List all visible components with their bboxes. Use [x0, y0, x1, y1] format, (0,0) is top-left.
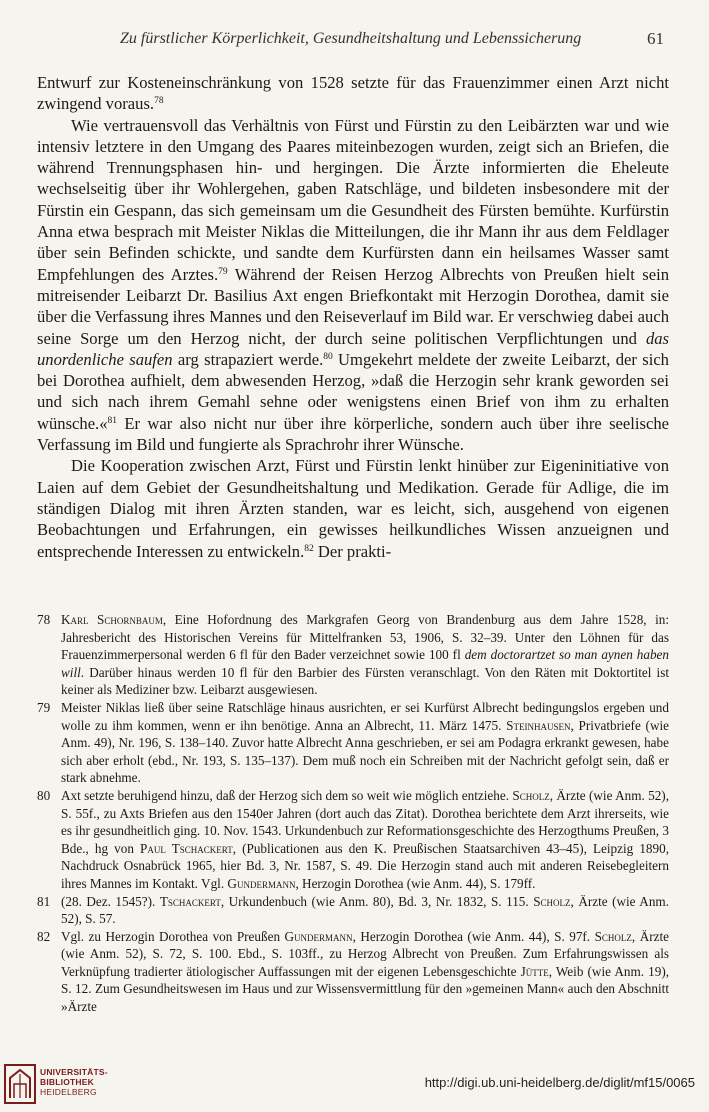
library-name: UNIVERSITÄTS- BIBLIOTHEK HEIDELBERG: [40, 1067, 108, 1097]
footnote-ref-79[interactable]: 79: [218, 266, 228, 277]
footnote-number: 81: [37, 893, 51, 909]
page-number: 61: [647, 29, 664, 48]
footnote-ref-80[interactable]: 80: [323, 351, 333, 362]
footnote-number: 80: [37, 787, 51, 803]
footnote-number: 79: [37, 699, 51, 715]
paragraph-3: Die Kooperation zwischen Arzt, Fürst und Fürstin lenkt hinüber zur Eigeninitiative von Laien auf dem Gebiet der Gesundheitshaltung und Medikation. Gerade für Adlige, die im ständigen Dialog mit ihren Ärzten standen, war es leicht, sich, ausgehend von eigenen Beobachtungen und Erfahrungen, ein gewisses heilkundliches Wissen anzueignen und entsprechende Interessen zu entwickeln.$^{82}$ Der prakti-: [37, 456, 669, 561]
footnote-80: 80 Axt setzte beruhigend hinzu, daß der Herzog sich dem so weit wie möglich entziehe. Scholz, Ärzte (wie Anm. 52), S. 55f., zu Axts Briefen aus den 1540er Jahren (dort auch das Zitat). Dorothea berichtete dem Arzt ihrerseits, wie es ihr gesundheitlich ging. 10. Nov. 1543. Urkundenbuch zur Reformationsgeschichte des Herzogthums Preußen, 3 Bde., hg von Paul Tschackert, (Publicationen aus den K. Preußischen Staatsarchiven 43–45), Leipzig 1890, Nachdruck Osnabrück 1965, hier Bd. 3, Nr. 1587, S. 49. Die Herzogin stand auch mit anderen Reisebegleitern ihres Mannes im Kontakt. Vgl. Gundermann, Herzogin Dorothea (wie Anm. 44), S. 179ff.: [37, 787, 670, 891]
source-url-link[interactable]: http://digi.ub.uni-heidelberg.de/diglit/mf15/0065: [424, 1075, 695, 1090]
footnote-ref-81[interactable]: 81: [107, 415, 118, 426]
university-library-logo-icon[interactable]: [4, 1064, 36, 1104]
footnote-number: 82: [37, 928, 51, 944]
footnote-ref-78[interactable]: 78: [154, 96, 164, 107]
footnotes: [37, 611, 669, 1016]
italic-quote: das unordenliche saufen: [37, 328, 669, 369]
paragraph-2: Wie vertrauensvoll das Verhältnis von Fürst und Fürstin zu den Leibärzten war und wie intensiv letztere in den Umgang des Paares miteinbezogen wurden, zeigt sich an Briefen, die während Trennungsphasen hin- und hergingen. Die Ärzte informierten die Eheleute wechselseitig über ihr Wohlergehen, gaben Ratschläge, und bildeten insbesondere mit der Fürstin ein Gespann, das sich gemeinsam um die Gesundheit des Fürsten bemühte. Kurfürstin Anna etwa besprach mit Meister Niklas die Mitteilungen, die ihr Mann ihr aus dem Feldlager über sein Befinden schickte, und sandte dem Kurfürsten dann ein heilsames Wasser samt Empfehlungen des Arztes.$^{79}$ Während der Reisen Herzog Albrechts von Preußen hielt sein mitreisender Leibarzt Dr. Basilius Axt engen Briefkontakt mit Herzogin Dorothea, damit sie über die Verfassung ihres Mannes und den Reiseverlauf im Bild war. Er verschwieg dabei auch seine Sorge um den Herzog nicht, der durch seine politischen Verpflichtungen und das unordenliche saufen arg strapaziert werde.$^{80}$ Umgekehrt meldete der zweite Leibarzt, der sich bei Dorothea aufhielt, dem abwesenden Herzog, »daß die Herzogin sehr krank geworden sei und sich nach ihrem Gemahl sehne oder wenigstens einen Brief von ihm zu erhalten wünsche.«$^{81}$ Er war also nicht nur über ihre körperliche, sondern auch über ihre seelische Verfassung im Bild und fungierte als Sprachrohr ihrer Wünsche.: [37, 115, 669, 455]
main-text: [37, 72, 669, 562]
footnote-ref-82[interactable]: 82: [304, 543, 314, 554]
footnote-81: 81 (28. Dez. 1545?). Tschackert, Urkundenbuch (wie Anm. 80), Bd. 3, Nr. 1832, S. 115. Scholz, Ärzte (wie Anm. 52), S. 57.: [37, 893, 669, 927]
footnote-82: 82 Vgl. zu Herzogin Dorothea von Preußen Gundermann, Herzogin Dorothea (wie Anm. 44), S. 97f. Scholz, Ärzte (wie Anm. 52), S. 72, S. 100. Ebd., S. 103ff., zu Herzog Albrecht von Preußen. Zum Erfahrungswissen als Verknüpfung tradierter ätiologischer Auffassungen mit der eigenen Lebensgeschichte Jütte, Weib (wie Anm. 19), S. 12. Zum Gesundheitswesen im Haus und zur Wissensvermittlung für den »gemeinen Mann« auch den Abschnitt »Ärzte: [37, 928, 670, 1015]
footnote-78: 78 Karl Schornbaum, Eine Hofordnung des Markgrafen Georg von Brandenburg aus dem Jahre 1528, in: Jahresbericht des Historischen Vereins für Mittelfranken 53, 1906, S. 32–39. Unter den Löhnen für das Frauenzimmerpersonal werden 6 fl für den Bader verzeichnet sowie 100 fl dem doctorartzet so man aynen haben will. Darüber hinaus werden 10 fl für den Barbier des Fürsten veranschlagt. Von den Räten mit Doktortitel ist keiner als Mediziner bzw. Leibarzt ausgewiesen.: [37, 612, 669, 698]
paragraph-1: Entwurf zur Kosteneinschränkung von 1528 setzte für das Frauenzimmer einen Arzt nicht zwingend voraus.$^{78}$: [37, 73, 669, 114]
footnote-number: 78: [37, 612, 51, 627]
running-title: Zu fürstlicher Körperlichkeit, Gesundheitshaltung und Lebenssicherung: [120, 30, 582, 47]
footnote-79: 79 Meister Niklas ließ über seine Ratschläge hinaus ausrichten, er sei Kurfürst Albrecht bedingungslos ergeben und wolle zu ihm kommen, wenn er ihn benötige. Anna an Albrecht, 11. März 1475. Steinhausen, Privatbriefe (wie Anm. 49), Nr. 196, S. 138–140. Zuvor hatte Albrecht Anna geschrieben, er sei am Podagra erkrankt gewesen, habe sich aber erholt (ebd., Nr. 193, S. 135–137). Dem muß noch ein Schreiben mit der Nachricht gefolgt sein, daß er stark abnehme.: [37, 699, 669, 786]
